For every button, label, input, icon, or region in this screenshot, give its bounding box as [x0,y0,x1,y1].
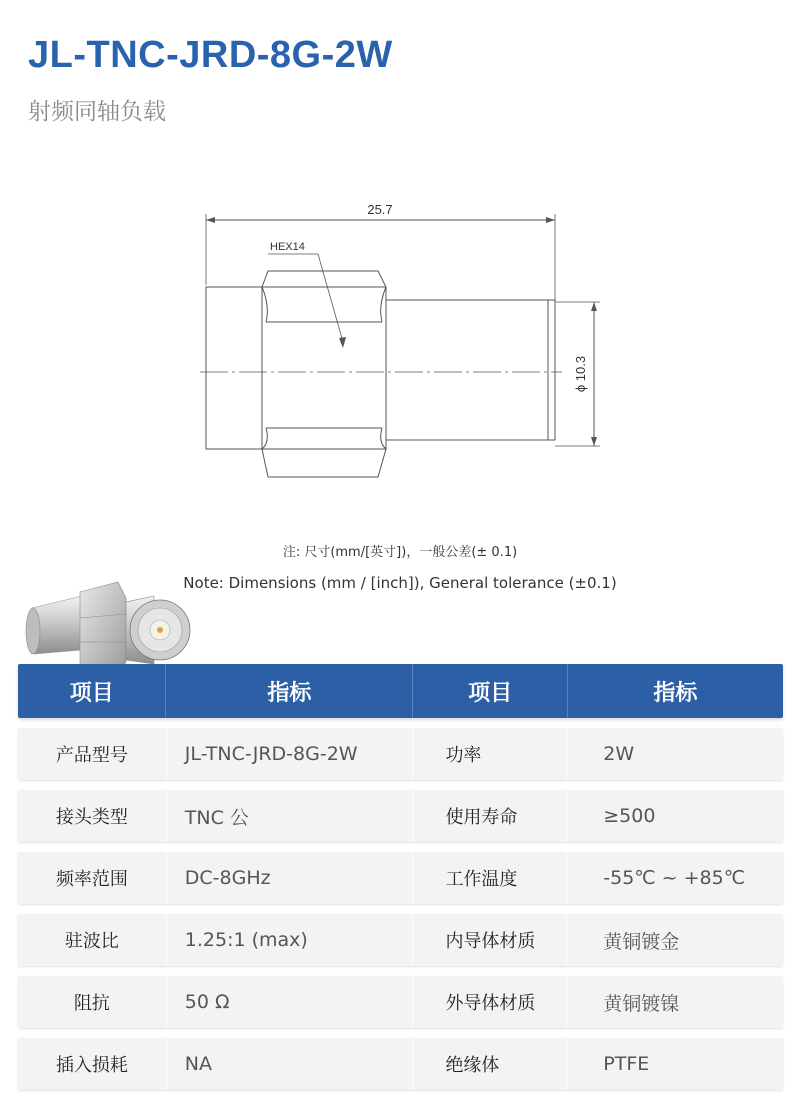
row-value: DC-8GHz [167,852,414,904]
row-value: 2W [603,743,635,765]
row-value: 黄铜镀镍 [603,992,680,1015]
table-row [18,728,783,780]
row-label: 接头类型 [18,790,167,842]
header-item-2: 项目 [413,664,567,718]
header-spec-1: 指标 [166,664,413,718]
row-value: -55℃ ~ +85℃ [603,867,746,889]
header-item-1: 项目 [18,664,166,718]
note-chinese: 注: 尺寸(mm/[英寸])，一般公差(± 0.1) [282,545,518,560]
row-label: 工作温度 [413,852,567,904]
row-value: JL-TNC-JRD-8G-2W [167,728,414,780]
row-label: 产品型号 [18,728,167,780]
row-label: 绝缘体 [413,1038,567,1090]
row-label: 内导体材质 [413,914,567,966]
row-value: TNC 公 [167,790,414,842]
table-row [18,1038,783,1090]
table-row [18,790,783,842]
diameter-dimension-label: ϕ 10.3 [573,355,588,393]
coupling-nut-outline [206,287,262,449]
row-value: 50 Ω [167,976,414,1028]
hex-leader-line [318,254,343,342]
product-photo [22,578,194,678]
header-spec-2: 指标 [653,680,698,706]
row-value: NA [167,1038,414,1090]
spec-table [18,664,783,1090]
hex-label: HEX14 [270,241,305,253]
table-row [18,914,783,966]
body-outline [386,300,555,440]
row-value: 黄铜镀金 [603,930,680,953]
row-label: 功率 [413,728,567,780]
note-english: Note: Dimensions (mm / [inch]), General tolerance (±0.1) [183,574,617,592]
hex-outline [262,271,386,287]
product-title: JL-TNC-JRD-8G-2W [28,34,393,76]
row-value: ≥500 [603,805,656,827]
spec-table-header [18,664,783,718]
row-label: 驻波比 [18,914,167,966]
row-label: 插入损耗 [18,1038,167,1090]
length-dimension-label: 25.7 [367,202,393,217]
row-value: PTFE [603,1053,650,1075]
table-row [18,852,783,904]
dimension-drawing [0,190,800,490]
row-value: 1.25:1 (max) [167,914,414,966]
table-row [18,976,783,1028]
row-label: 阻抗 [18,976,167,1028]
product-subtitle: 射频同轴负载 [28,99,166,125]
row-label: 使用寿命 [413,790,567,842]
row-label: 频率范围 [18,852,167,904]
row-label: 外导体材质 [413,976,567,1028]
